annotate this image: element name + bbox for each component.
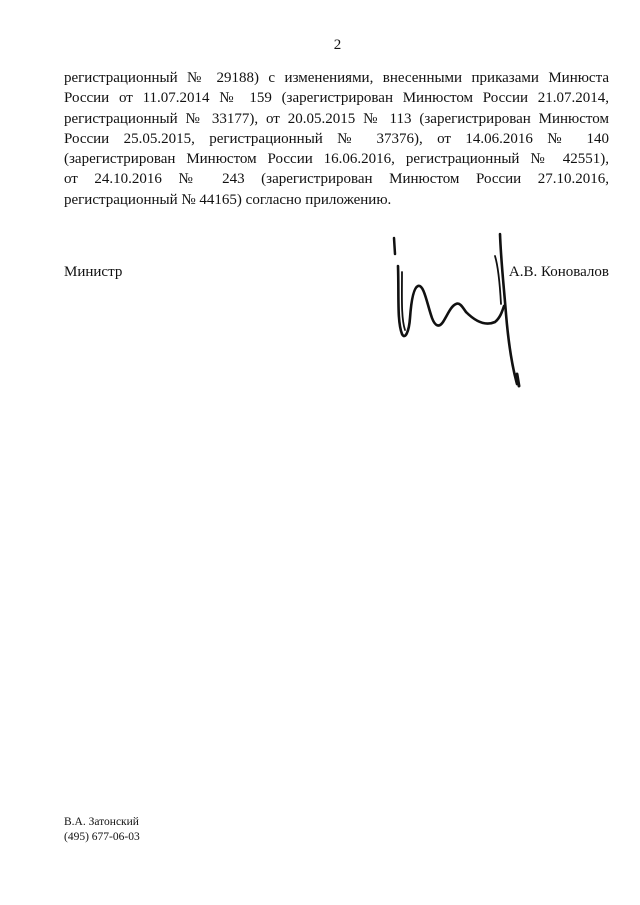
handwritten-signature: [388, 226, 528, 396]
body-line: от 24.10.2016 № 243 (зарегистрирован Минюстом России 27.10.2016,: [64, 171, 609, 188]
body-line: регистрационный № 33177), от 20.05.2015 № 113 (зарегистрирован Минюстом: [64, 110, 609, 127]
body-paragraph: [64, 68, 609, 210]
executor-name: В.А. Затонский: [64, 816, 139, 828]
body-line: России от 11.07.2014 № 159 (зарегистрирован Минюстом России 21.07.2014,: [64, 90, 609, 107]
body-line: России 25.05.2015, регистрационный № 37376), от 14.06.2016 № 140: [64, 130, 609, 147]
body-line: (зарегистрирован Минюстом России 16.06.2016, регистрационный № 42551),: [64, 151, 609, 168]
body-line: регистрационный № 29188) с изменениями, внесенными приказами Минюста: [64, 70, 609, 86]
page-number: 2: [333, 37, 342, 53]
signer-position: Министр: [64, 264, 123, 280]
executor-info: [64, 815, 140, 845]
signer-name: А.В. Коновалов: [508, 264, 609, 280]
executor-phone: (495) 677-06-03: [64, 831, 140, 843]
body-line: регистрационный № 44165) согласно приложению.: [64, 191, 392, 208]
